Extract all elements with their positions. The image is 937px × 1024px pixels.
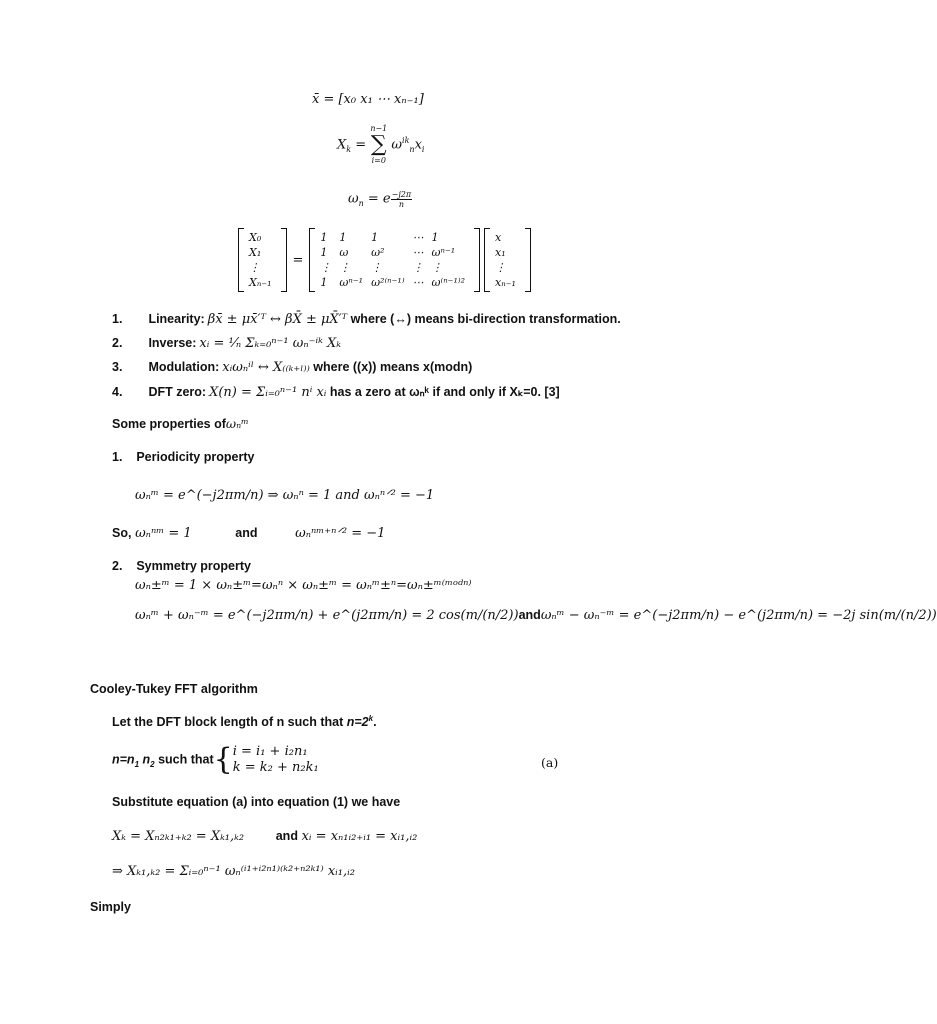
symmetry-number: 2.	[112, 559, 123, 573]
matrix-cell: ω	[339, 246, 349, 259]
property-label: Modulation:	[148, 360, 220, 374]
matrix-cell: ⋮	[339, 261, 351, 274]
matrix-cell: ωⁿ⁻¹	[431, 246, 456, 259]
nsplit-sub1: 1	[134, 759, 140, 769]
matrix-cell: X₀	[249, 231, 262, 244]
eq-xi-map: xᵢ = xₙ₁ᵢ₂₊ᵢ₁ = xᵢ₁,ᵢ₂	[301, 829, 418, 844]
eq-map-and: and	[275, 829, 298, 843]
property-item	[112, 312, 621, 327]
eq-dft-x-sub: i	[421, 145, 425, 155]
matrix-cell: 1	[371, 231, 379, 244]
eq-omega-exponent	[391, 190, 413, 209]
so-lead: So,	[112, 526, 132, 540]
let-sup: k	[368, 714, 374, 723]
let-math: n=2	[346, 715, 369, 730]
exponent-num: −j2π	[391, 190, 412, 199]
eq-symmetry-1: ωₙ±ᵐ = 1 × ωₙ±ᵐ=ωₙⁿ × ωₙ±ᵐ = ωₙᵐ±ⁿ=ωₙ±ᵐ⁽ᵐᵒᵈⁿ⁾	[135, 578, 472, 593]
matrix-cell: ⋮	[412, 261, 424, 274]
property-label: Linearity:	[148, 312, 205, 326]
index-map-i: i = i₁ + i₂n₁	[232, 744, 308, 759]
sym2-eq-b: ωₙᵐ − ωₙ⁻ᵐ = e^(−j2πm/n) − e^(j2πm/n) = −2j sin(m/(n/2))	[540, 608, 937, 623]
matrix-cell: ⋯	[412, 246, 424, 259]
property-label: Inverse:	[148, 336, 197, 350]
property-number: 4.	[112, 385, 123, 399]
property-math: xᵢ = ¹⁄ₙ Σₖ₌₀ⁿ⁻¹ ωₙ⁻ⁱᵏ Xₖ	[199, 336, 341, 351]
matrix-cell: ω⁽ⁿ⁻¹⁾²	[431, 276, 466, 289]
matrix-input-vector	[490, 230, 525, 290]
property-tail: where ((x)) means x(modn)	[309, 360, 473, 374]
nsplit-such-that: such that	[154, 752, 214, 767]
matrix-cell: ⋮	[431, 261, 443, 274]
bracket-right	[474, 228, 480, 292]
property-number: 1.	[112, 312, 123, 326]
eq-x-vector: x̄ = [x₀ x₁ ⋯ xₙ₋₁]	[312, 92, 424, 107]
let-line	[112, 714, 377, 729]
eq-dft-lhs: X	[337, 137, 347, 153]
nsplit-sub2: 2	[150, 759, 155, 769]
property-item	[112, 336, 341, 351]
nsplit-n: n=n	[112, 752, 135, 767]
eq-dft-definition	[337, 124, 424, 166]
symmetry-label: Symmetry property	[136, 559, 251, 573]
symmetry-heading	[112, 559, 251, 573]
eq-dft-omega: ω	[391, 137, 403, 153]
matrix-cell: 1	[320, 246, 328, 259]
property-tail: where (↔) means bi-direction transformation.	[347, 312, 621, 326]
property-tail: has a zero at ωₙᵏ if and only if Xₖ=0. [3]	[326, 385, 560, 399]
let-end: .	[373, 715, 377, 730]
eq-index-map	[112, 828, 417, 844]
property-number: 3.	[112, 360, 123, 374]
eq-periodicity: ωₙᵐ = e^(−j2πm/n) ⇒ ωₙⁿ = 1 and ωₙⁿᐟ² = −1	[135, 488, 435, 503]
matrix-cell: 1	[339, 231, 347, 244]
nsplit-n2: n	[139, 752, 151, 767]
eq-dft-x: x	[414, 137, 422, 153]
index-map	[233, 744, 319, 776]
eq-so-line	[112, 525, 385, 541]
index-map-k: k = k₂ + n₂k₁	[232, 760, 319, 775]
let-text: Let the DFT block length of n such that	[112, 715, 347, 730]
matrix-cell: ⋮	[249, 261, 260, 274]
left-brace: {	[213, 742, 233, 777]
some-properties-line	[112, 416, 249, 431]
eq-omega-definition	[348, 190, 412, 209]
matrix-cell: ω²	[371, 246, 385, 259]
sum-lower: i=0	[371, 156, 386, 165]
bracket-right	[281, 228, 287, 292]
eq-Xk-map: Xₖ = Xₙ₂ₖ₁₊ₖ₂ = Xₖ₁,ₖ₂	[112, 829, 245, 844]
matrix-cell: xₙ₋₁	[495, 276, 516, 289]
matrix-cell: x	[495, 231, 502, 244]
eq-implies: ⇒ Xₖ₁,ₖ₂ = Σᵢ₌₀ⁿ⁻¹ ωₙ⁽ⁱ¹⁺ⁱ²ⁿ¹⁾⁽ᵏ²⁺ⁿ²ᵏ¹⁾ xᵢ₁,ᵢ₂	[112, 864, 355, 879]
periodicity-heading	[112, 450, 254, 464]
eq-dft-omega-sup: ik	[402, 136, 410, 146]
eq-dft-lhs-sub: k	[346, 145, 352, 155]
matrix-cell: ⋯	[412, 231, 424, 244]
substitute-line: Substitute equation (a) into equation (1) we have	[112, 795, 401, 809]
eq-omega-lhs-sub: n	[358, 198, 364, 208]
matrix-dft	[315, 230, 474, 290]
property-math: X(n) = Σᵢ₌₀ⁿ⁻¹ nⁱ xᵢ	[209, 385, 327, 400]
matrix-cell: ⋯	[412, 276, 424, 289]
property-label: DFT zero:	[148, 385, 207, 399]
sum-symbol: n−1 ∑ i=0	[370, 124, 388, 165]
matrix-cell: ⋮	[320, 261, 332, 274]
sym2-and: and	[518, 608, 541, 622]
matrix-equals: =	[292, 252, 304, 268]
matrix-cell: 1	[431, 231, 439, 244]
eq-dft-equals: =	[355, 137, 367, 153]
section-title: Cooley-Tukey FFT algorithm	[90, 682, 258, 696]
matrix-cell: 1	[320, 231, 328, 244]
eq-omega-rhs: = e	[367, 191, 391, 207]
matrix-cell: 1	[320, 276, 328, 289]
exponent-den: n	[398, 200, 404, 209]
property-item	[112, 384, 560, 400]
matrix-cell: X₁	[249, 246, 262, 259]
property-item	[112, 360, 472, 375]
matrix-cell: ⋮	[371, 261, 383, 274]
n-split-line	[112, 744, 319, 776]
equation-tag: (a)	[541, 755, 559, 770]
dft-matrix-equation	[238, 228, 531, 292]
some-properties-text: Some properties of	[112, 417, 226, 431]
so-and: and	[235, 526, 258, 540]
periodicity-label: Periodicity property	[136, 450, 255, 464]
simply-text: Simply	[90, 900, 131, 914]
matrix-cell: ⋮	[495, 261, 507, 274]
matrix-cell: x₁	[495, 246, 506, 259]
eq-omega-lhs: ω	[348, 191, 359, 207]
matrix-cell: ω²⁽ⁿ⁻¹⁾	[371, 276, 405, 289]
so-eq-a: ωₙⁿᵐ = 1	[135, 526, 192, 541]
property-math: βx̄ ± μx̄′ᵀ ↔ βX̄ ± μX̄′ᵀ	[207, 312, 348, 327]
periodicity-number: 1.	[112, 450, 123, 464]
sym2-eq-a: ωₙᵐ + ωₙ⁻ᵐ = e^(−j2πm/n) + e^(j2πm/n) = 2 cos(m/(n/2))	[135, 608, 519, 623]
bracket-right	[525, 228, 531, 292]
some-properties-math: ωₙᵐ	[225, 416, 249, 431]
eq-symmetry-2	[135, 608, 937, 623]
so-eq-b: ωₙⁿᵐ⁺ⁿᐟ² = −1	[295, 526, 386, 541]
property-math: xᵢωₙⁱˡ ↔ X₍₍ₖ₊ₗ₎₎	[222, 360, 310, 375]
sum-upper: n−1	[370, 124, 388, 133]
matrix-cell: Xₙ₋₁	[249, 276, 272, 289]
eq-dft-omega-sub: n	[409, 145, 415, 155]
matrix-output-vector	[244, 230, 281, 290]
property-number: 2.	[112, 336, 123, 350]
matrix-cell: ωⁿ⁻¹	[339, 276, 364, 289]
